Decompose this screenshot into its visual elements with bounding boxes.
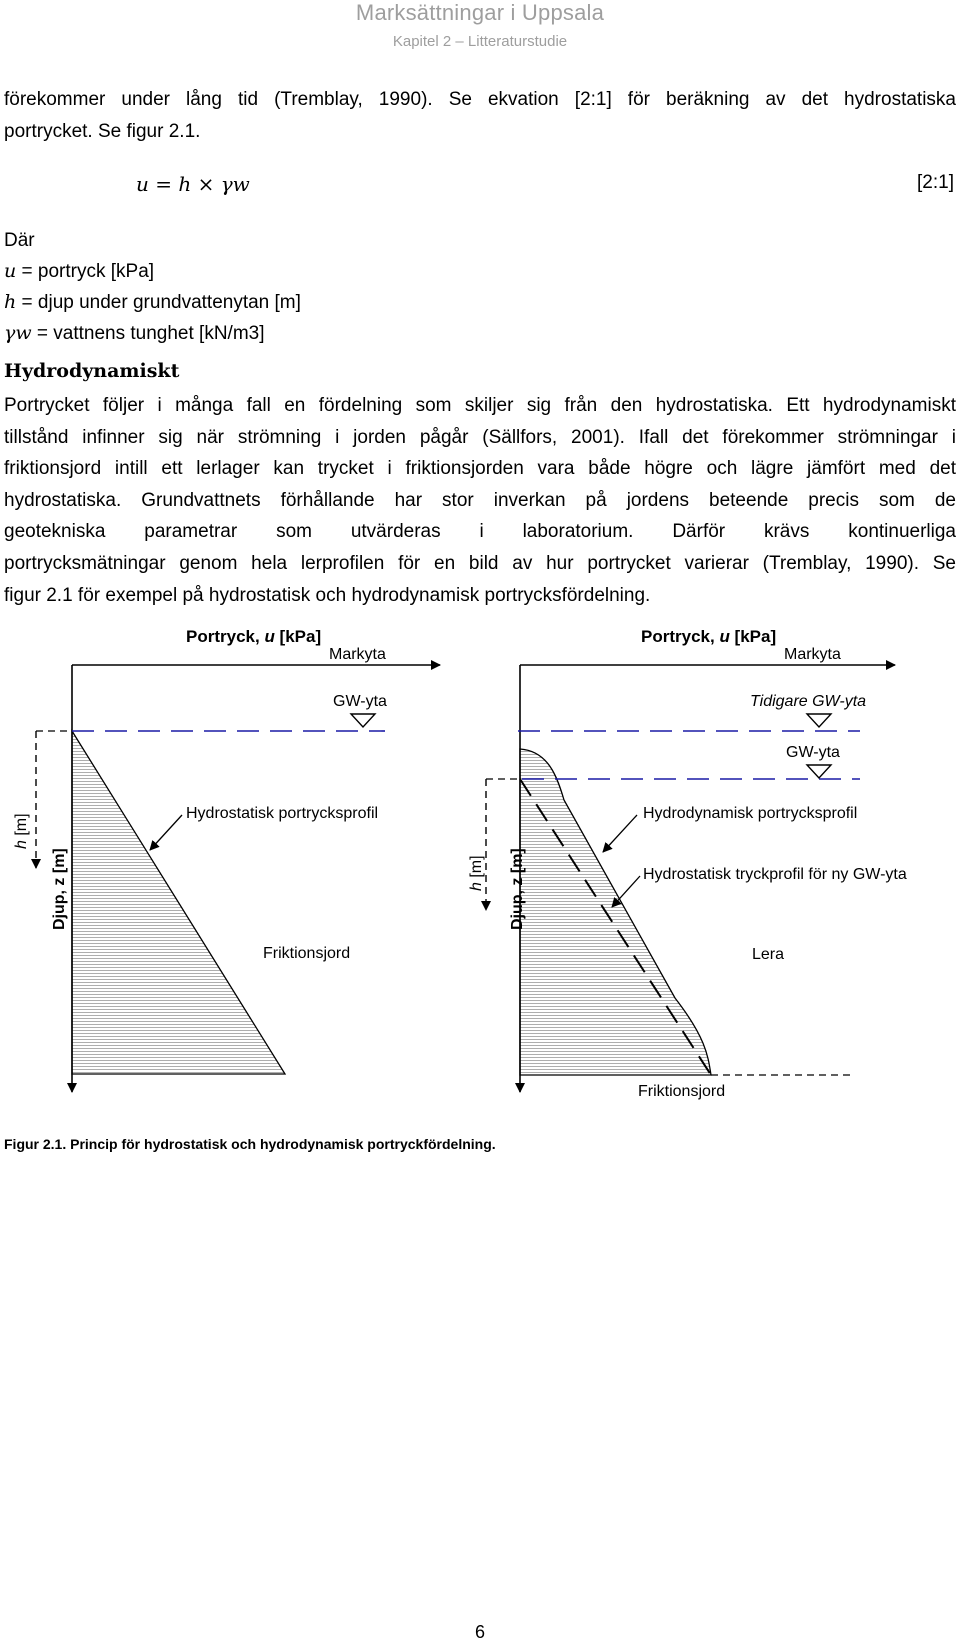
hydrostatic-diagram xyxy=(13,627,440,1092)
hydrostatic-pressure-area xyxy=(72,731,285,1074)
section-paragraph xyxy=(4,390,956,611)
paragraph-line: friktionsjord intill ett lerlager kan trycket i friktionsjorden vara både högre och lägre jämfört med det xyxy=(4,458,956,480)
old-gw-label: Tidigare GW-yta xyxy=(750,693,867,710)
definition-text: = djup under grundvattenytan [m] xyxy=(16,292,301,313)
page-number: 6 xyxy=(474,1622,485,1642)
paragraph-line: tillstånd infinner sig när strömning i jorden pågår (Sällfors, 2001). Ifall det förekommer strömningar i xyxy=(4,426,956,448)
definition-symbol: h xyxy=(4,291,17,313)
depth-label: Djup, z [m] xyxy=(51,848,68,930)
depth-label: Djup, z [m] xyxy=(509,848,526,930)
definition-symbol: γw xyxy=(4,322,32,344)
running-header-title: Marksättningar i Uppsala xyxy=(355,0,605,25)
h-label: h [m] xyxy=(13,813,30,849)
paragraph-line: hydrostatiska. Grundvattnets förhållande har stor inverkan på jordens beteende precis som de xyxy=(4,489,956,511)
profile-label-arrow xyxy=(150,815,182,850)
definitions-list xyxy=(4,226,301,349)
running-header-subtitle: Kapitel 2 – Litteraturstudie xyxy=(392,33,568,50)
groundwater-triangle-icon xyxy=(807,765,831,778)
definition-text: = vattnens tunghet [kN/m3] xyxy=(31,323,265,344)
surface-label: Markyta xyxy=(329,646,386,663)
h-label: h [m] xyxy=(468,855,485,891)
clay-label: Lera xyxy=(752,946,785,963)
definitions-intro: Där xyxy=(4,230,35,251)
gw-label: GW-yta xyxy=(786,744,840,761)
old-groundwater-triangle-icon xyxy=(807,714,831,727)
figure-caption: Figur 2.1. Princip för hydrostatisk och hydrodynamisk portryckfördelning. xyxy=(4,1136,496,1152)
soil-label: Friktionsjord xyxy=(263,945,351,962)
axis-title: Portryck, u [kPa] xyxy=(641,627,777,646)
definition-item xyxy=(4,318,301,349)
soil-label: Friktionsjord xyxy=(638,1083,726,1100)
definition-item xyxy=(4,287,301,318)
definition-item xyxy=(4,256,301,287)
paragraph-line: figur 2.1 för exempel på hydrostatisk och hydrodynamisk portrycksfördelning. xyxy=(4,584,651,606)
new-profile-label: Hydrostatisk tryckprofil för ny GW-yta xyxy=(643,866,907,883)
equation-2-1: u = h × γw xyxy=(136,172,250,196)
hydrodynamic-pressure-area xyxy=(520,749,711,1075)
surface-label: Markyta xyxy=(784,646,841,663)
intro-paragraph xyxy=(4,84,956,148)
intro-line: förekommer under lång tid (Tremblay, 1990). Se ekvation [2:1] för beräkning av det hydrostatiska xyxy=(4,89,956,110)
definition-text: = portryck [kPa] xyxy=(16,261,155,282)
paragraph-line: Portrycket följer i många fall en fördelning som skiljer sig från den hydrostatiska. Ett hydrodynamiskt xyxy=(4,395,956,416)
axis-title: Portryck, u [kPa] xyxy=(186,627,322,646)
figure-2-1 xyxy=(0,610,960,1130)
section-heading: Hydrodynamiskt xyxy=(4,360,180,382)
gw-label: GW-yta xyxy=(333,693,387,710)
groundwater-triangle-icon xyxy=(351,714,375,727)
profile-label: Hydrodynamisk portrycksprofil xyxy=(643,805,858,822)
definition-symbol: u xyxy=(4,260,17,282)
new-profile-label-arrow xyxy=(612,876,640,907)
profile-label-arrow xyxy=(603,815,637,852)
hydrodynamic-diagram xyxy=(468,627,907,1100)
paragraph-line: portrycksmätningar genom hela lerprofilen för en bild av hur portrycket varierar (Tremblay, 1990). Se xyxy=(4,552,956,574)
paragraph-line: geotekniska parametrar som utvärderas i laboratorium. Därför krävs kontinuerliga xyxy=(4,521,956,543)
equation-number: [2:1] xyxy=(917,172,954,193)
profile-label: Hydrostatisk portrycksprofil xyxy=(186,805,379,822)
intro-line: portrycket. Se figur 2.1. xyxy=(4,121,201,142)
